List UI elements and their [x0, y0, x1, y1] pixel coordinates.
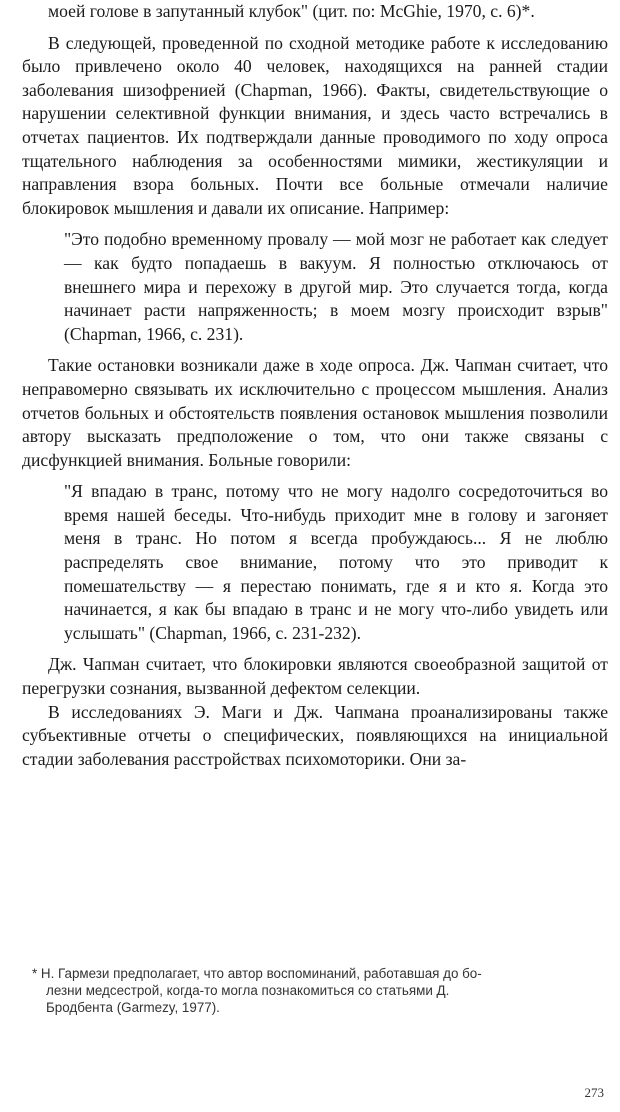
paragraph-psychomotor: В исследованиях Э. Маги и Дж. Чапмана проанализированы также субъективные отчеты о специфических, появляющихся на инициальной стадии заболевания расстройствах психомоторики. Они за- — [22, 701, 608, 769]
paragraph-stoppages: Такие остановки возникали даже в ходе опроса. Дж. Чапман считает, что неправомерно связывать их исключительно с процессом мышления. Анализ отчетов больных и обстоятельств появления остановок мышления позволили автору высказать предположение о том, что они также связаны с дисфункцией внимания. Больные говорили: — [22, 355, 608, 470]
footnote-line: Бродбента (Garmezy, 1977). — [46, 999, 220, 1015]
body-text — [22, 0, 608, 771]
footnote — [32, 966, 598, 1016]
paragraph-chapman-study: В следующей, проведенной по сходной методике работе к исследованию было привлечено около 40 человек, находящихся на ранней стадии заболевания шизофренией (Chapman, 1966). Факты, свидетельствующие о нарушении селективной функции внимания, и здесь часто встречались в отчетах пациентов. Их подтверждали данные проводимого по ходу опроса тщательного наблюдения за особенностями мимики, жестикуляции и направления взора больных. Почти все больные отмечали наличие блокировок мышления и давали их описание. Например: — [22, 32, 608, 218]
paragraph-blocking-defense: Дж. Чапман считает, что блокировки являются своеобразной защитой от перегрузки сознания, вызванной дефектом селекции. — [22, 654, 608, 699]
footnote-line: * Н. Гармези предполагает, что автор воспоминаний, работавшая до бо- — [32, 966, 482, 981]
paragraph-continuation: моей голове в запутанный клубок" (цит. по: McGhie, 1970, с. 6)*. — [48, 1, 535, 21]
footnote-line: лезни медсестрой, когда-то могла познакомиться со статьями Д. — [46, 982, 450, 998]
quote-trance: "Я впадаю в транс, потому что не могу надолго сосредоточиться во время нашей беседы. Что-нибудь приходит мне в голову и загоняет меня в транс. Но потом я всегда пробуждаюсь... Я не люблю распределять свое внимание, потому что это приводит к помешательству — я перестаю понимать, где я и кто я. Когда это начинается, я как бы впадаю в транс и не могу что-либо увидеть или услышать" (Chapman, 1966, с. 231-232). — [64, 481, 608, 643]
quote-thought-block: "Это подобно временному провалу — мой мозг не работает как следует — как будто попадаешь в вакуум. Я полностью отключаюсь от внешнего мира и перехожу в другой мир. Это случается тогда, когда начинает расти напряженность; в моем мозгу происходит взрыв" (Chapman, 1966, с. 231). — [64, 229, 608, 344]
page-number: 273 — [584, 1085, 604, 1100]
